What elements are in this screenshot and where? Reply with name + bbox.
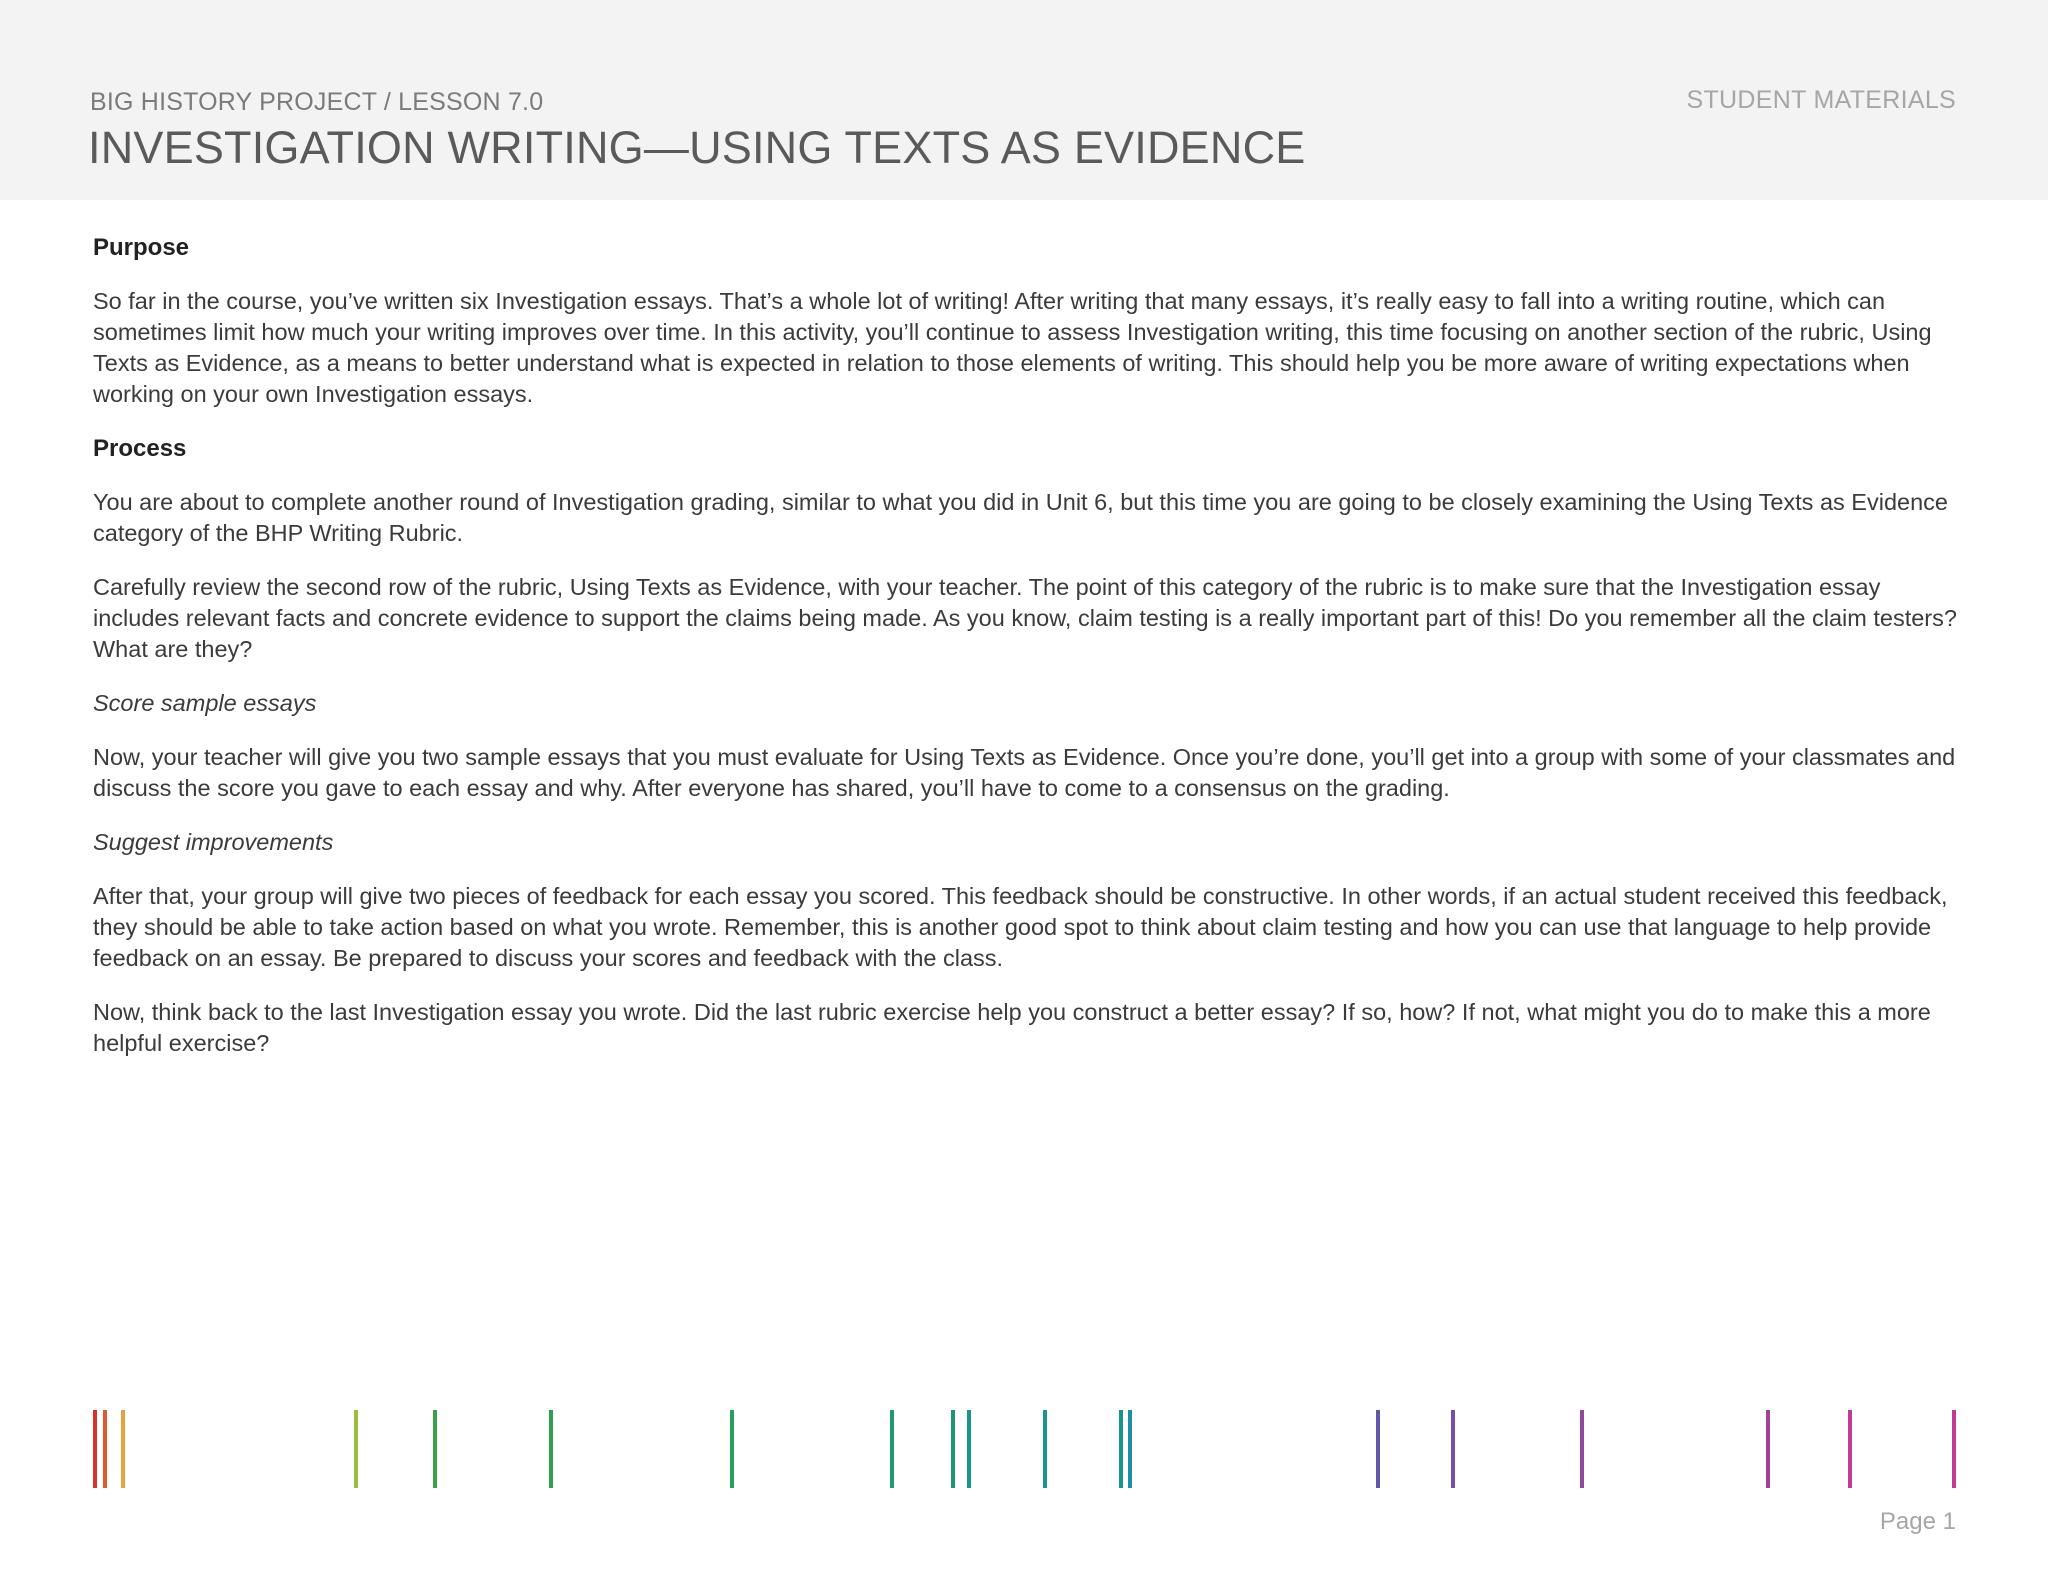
timeline-tick bbox=[103, 1410, 107, 1488]
process-paragraph-2: Carefully review the second row of the rubric, Using Texts as Evidence, with your teacher. The point of this category of the rubric is to make sure that the Investigation essay includes relevant facts and concrete evidence to support the claims being made. As you know, claim testing is a really important part of this! Do you remember all the claim testers? What are they? bbox=[93, 574, 1957, 662]
breadcrumb: BIG HISTORY PROJECT / LESSON 7.0 bbox=[90, 88, 544, 116]
page-number: Page 1 bbox=[1879, 1508, 1956, 1535]
timeline-decoration bbox=[0, 1410, 2048, 1490]
score-paragraph: Now, your teacher will give you two sample essays that you must evaluate for Using Texts as Evidence. Once you’re done, you’ll get into a group with some of your classmates and discuss the score you gave to each essay and why. After everyone has shared, you’ll have to come to a consensus on the grading. bbox=[93, 744, 1956, 801]
timeline-tick bbox=[121, 1410, 125, 1488]
header-band bbox=[0, 0, 2048, 200]
timeline-tick bbox=[1376, 1410, 1380, 1488]
timeline-tick bbox=[1580, 1410, 1584, 1488]
student-materials-label: STUDENT MATERIALS bbox=[1686, 86, 1956, 114]
timeline-tick bbox=[1043, 1410, 1047, 1488]
timeline-tick bbox=[890, 1410, 894, 1488]
timeline-tick bbox=[1766, 1410, 1770, 1488]
document-body bbox=[93, 232, 1963, 1082]
score-subheading: Score sample essays bbox=[93, 690, 317, 716]
timeline-tick bbox=[549, 1410, 553, 1488]
timeline-tick bbox=[951, 1410, 955, 1488]
closing-paragraph: Now, think back to the last Investigation essay you wrote. Did the last rubric exercise help you construct a better essay? If so, how? If not, what might you do to make this a more helpful exercise? bbox=[93, 999, 1931, 1056]
process-paragraph-1: You are about to complete another round of Investigation grading, similar to what you did in Unit 6, but this time you are going to be closely examining the Using Texts as Evidence category of the BHP Writing Rubric. bbox=[93, 489, 1948, 546]
suggest-subheading: Suggest improvements bbox=[93, 829, 334, 855]
suggest-paragraph: After that, your group will give two pieces of feedback for each essay you scored. This feedback should be constructive. In other words, if an actual student received this feedback, they should be able to take action based on what you wrote. Remember, this is another good spot to think about claim testing and how you can use that language to help provide feedback on an essay. Be prepared to discuss your scores and feedback with the class. bbox=[93, 883, 1948, 971]
timeline-tick bbox=[433, 1410, 437, 1488]
timeline-tick bbox=[730, 1410, 734, 1488]
page-title: INVESTIGATION WRITING—USING TEXTS AS EVIDENCE bbox=[88, 122, 1306, 173]
timeline-tick bbox=[1451, 1410, 1455, 1488]
process-heading: Process bbox=[93, 435, 187, 462]
timeline-tick bbox=[1848, 1410, 1852, 1488]
timeline-tick bbox=[1952, 1410, 1956, 1488]
timeline-tick bbox=[354, 1410, 358, 1488]
timeline-tick bbox=[1119, 1410, 1123, 1488]
purpose-paragraph: So far in the course, you’ve written six Investigation essays. That’s a whole lot of writing! After writing that many essays, it’s really easy to fall into a writing routine, which can sometimes limit how much your writing improves over time. In this activity, you’ll continue to assess Investigation writing, this time focusing on another section of the rubric, Using Texts as Evidence, as a means to better understand what is expected in relation to those elements of writing. This should help you be more aware of writing expectations when working on your own Investigation essays. bbox=[93, 288, 1932, 407]
timeline-tick bbox=[967, 1410, 971, 1488]
timeline-tick bbox=[1128, 1410, 1132, 1488]
timeline-tick bbox=[93, 1410, 97, 1488]
purpose-heading: Purpose bbox=[93, 234, 190, 261]
